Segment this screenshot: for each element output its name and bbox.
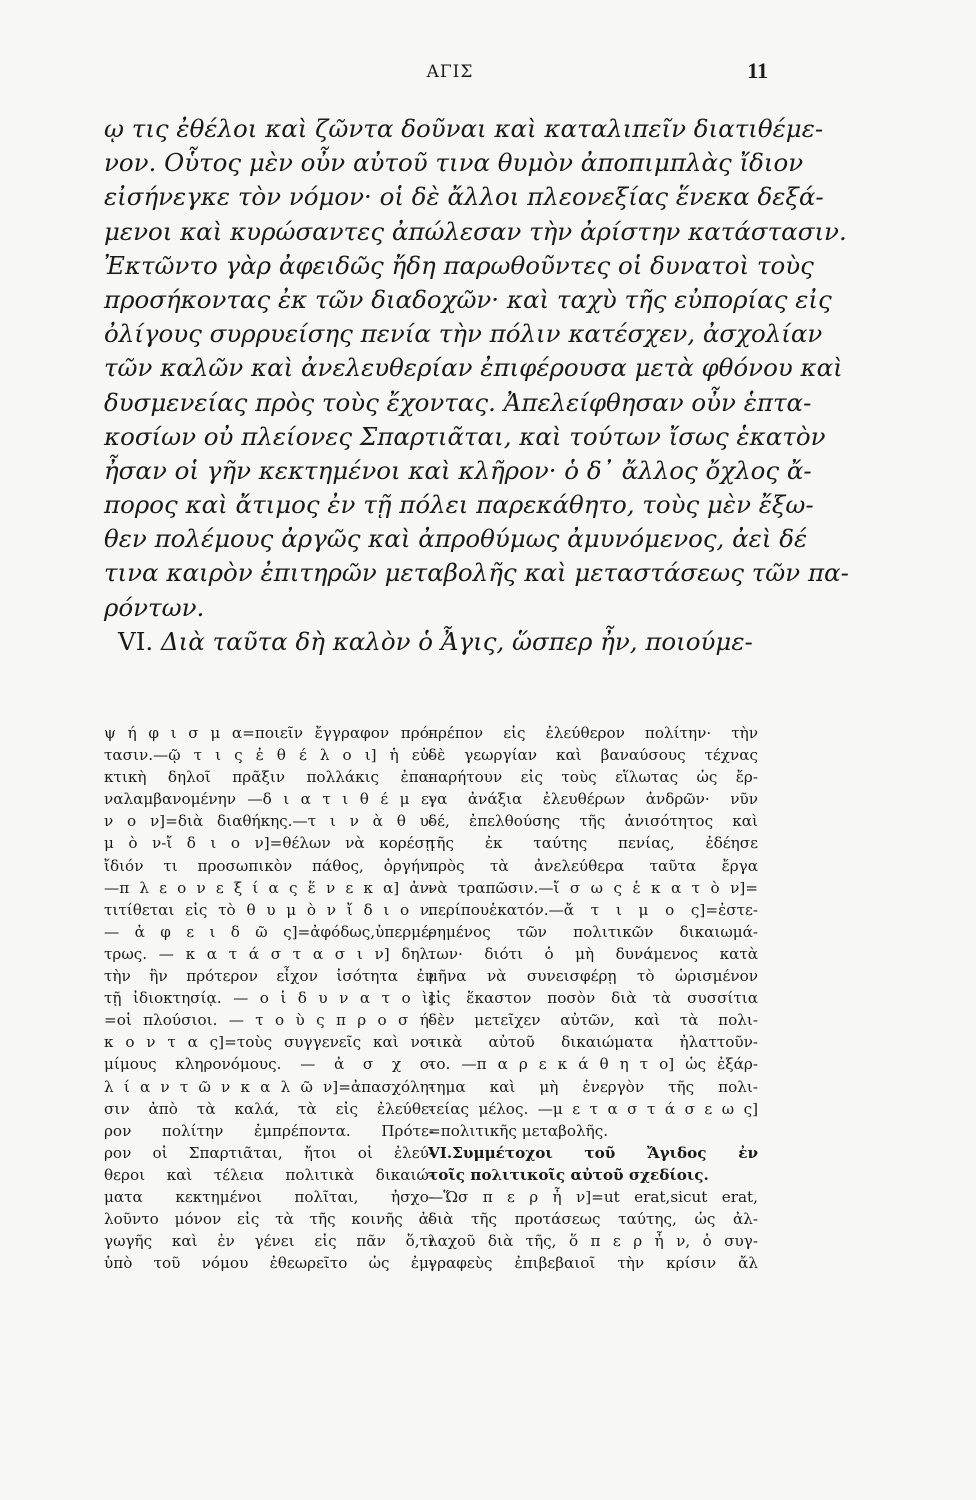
note-line: πρὸς τὰ ἀνελεύθερα ταῦτα ἔργα	[428, 856, 758, 875]
notes-right-column	[428, 722, 758, 1274]
note-line: ρον πολίτην ἐμπρέποντα. Πρότε-	[104, 1121, 434, 1140]
note-line: παρήτουν εἰς τοὺς εἵλωτας ὡς ἔρ-	[428, 768, 758, 787]
page-number: 11	[747, 58, 768, 83]
main-text-line: τῶν καλῶν καὶ ἀνελευθερίαν ἐπιφέρουσα μετὰ φθόνου καὶ	[104, 353, 843, 383]
note-line: τῇ ἰδιοκτησίᾳ. — ο ἱ δ υ ν α τ ο ὶ]	[104, 989, 434, 1008]
note-line: ρον οἱ Σπαρτιᾶται, ἤτοι οἱ ἐλεύ-	[104, 1143, 434, 1162]
note-line: διὰ τῆς προτάσεως ταύτης, ὡς ἀλ-	[428, 1210, 758, 1229]
main-text-line: θεν πολέμους ἀργῶς καὶ ἀπροθύμως ἀμυνόμενος, ἀεὶ δέ	[104, 524, 808, 554]
note-line: ὑπὸ τοῦ νόμου ἐθεωρεῖτο ὡς ἐμ-	[104, 1254, 434, 1273]
note-line: ἴδιόν τι προσωπικὸν πάθος, ὀργήν.	[104, 856, 434, 875]
note-line: τῆς ἐκ ταύτης πενίας, ἐδέησε	[428, 834, 758, 853]
note-line: γραφεὺς ἐπιβεβαιοῖ τὴν κρίσιν ἄλ	[428, 1254, 758, 1273]
running-title: ΑΓΙΣ	[426, 62, 474, 82]
section-number: VI.	[118, 626, 154, 656]
note-line: ναλαμβανομένην —δ ι α τ ι θ έ μ ε-	[104, 790, 434, 809]
main-text-line: Ἐκτῶντο γὰρ ἀφειδῶς ἤδη παρωθοῦντες οἱ δυνατοὶ τοὺς	[104, 250, 814, 280]
note-line: τρως. — κ α τ ά σ τ α σ ι ν] δηλ.	[104, 944, 434, 963]
note-line: λαχοῦ διὰ τῆς, ὅ π ε ρ ἦ ν, ὁ συγ-	[428, 1232, 758, 1251]
note-line: τασιν.—ῷ τ ι ς ἐ θ έ λ ο ι] ἡ εὐ-	[104, 746, 434, 765]
note-line: γα ἀνάξια ἐλευθέρων ἀνδρῶν· νῦν	[428, 790, 758, 809]
main-text-line: ῳ τις ἐθέλοι καὶ ζῶντα δοῦναι καὶ καταλιπεῖν διατιθέμε-	[104, 114, 824, 143]
note-line: νὰ τραπῶσιν.—ἴ σ ω ς ἑ κ α τ ὸ ν]=	[428, 878, 758, 897]
note-line: ν ο ν]=διὰ διαθήκης.—τ ι ν ὰ θ υ-	[104, 812, 434, 831]
main-text-line: ὀλίγους συρρυείσης πενία τὴν πόλιν κατέσχεν, ἀσχολίαν	[104, 319, 823, 349]
note-line: μ ὸ ν-ἴ δ ι ο ν]=θέλων νὰ κορέσῃ	[104, 834, 434, 853]
main-text-line: μενοι καὶ κυρώσαντες ἀπώλεσαν τὴν ἀρίστην κατάστασιν.	[104, 216, 847, 246]
note-line: των· διότι ὁ μὴ δυνάμενος κατὰ	[428, 944, 758, 963]
note-line: — ἀ φ ε ι δ ῶ ς]=ἀφόδως,ὑπερμέ-	[104, 922, 434, 941]
section-line	[104, 625, 764, 659]
note-line: θεροι καὶ τέλεια πολιτικὰ δικαιώ-	[104, 1165, 434, 1184]
main-text-line: εἰσήνεγκε τὸν νόμον· οἱ δὲ ἄλλοι πλεονεξίας ἕνεκα δεξά-	[104, 182, 824, 212]
note-line: ματα κεκτημένοι πολῖται, ἠσχο-	[104, 1187, 434, 1206]
note-line: πρέπον εἰς ἐλεύθερον πολίτην· τὴν	[428, 724, 758, 742]
note-line: κ ο ν τ α ς]=τοὺς συγγενεῖς καὶ νο-	[104, 1033, 434, 1052]
section-text: Διὰ ταῦτα δὴ καλὸν ὁ Ἆγις, ὥσπερ ἦν, ποιούμε-	[160, 626, 753, 656]
note-line: μῆνα νὰ συνεισφέρῃ τὸ ὡρισμένον	[428, 967, 758, 986]
note-line: —Ὥσ π ε ρ ἦ ν]=ut erat,sicut erat,	[428, 1187, 758, 1206]
main-text-line: τινα καιρὸν ἐπιτηρῶν μεταβολῆς καὶ μεταστάσεως τῶν πα-	[104, 558, 849, 588]
main-text-line: κοσίων οὐ πλείονες Σπαρτιᾶται, καὶ τούτων ἴσως ἑκατὸν	[104, 421, 826, 451]
note-line: εἰς ἕκαστον ποσὸν διὰ τὰ συσσίτια	[428, 989, 758, 1008]
note-line: λοῦντο μόνον εἰς τὰ τῆς κοινῆς ἀ-	[104, 1210, 434, 1229]
note-line: =πολιτικῆς μεταβολῆς.	[428, 1121, 609, 1140]
notes-left-column	[104, 722, 434, 1274]
note-line: =οἱ πλούσιοι. — τ ο ὺ ς π ρ ο σ ή-	[104, 1011, 434, 1030]
note-line: τὴν ἣν πρότερον εἶχον ἰσότητα ἐν	[104, 967, 434, 986]
main-text-line: προσήκοντας ἐκ τῶν διαδοχῶν· καὶ ταχὺ τῆς εὐπορίας εἰς	[104, 284, 832, 314]
note-line: τείας μέλος. —μ ε τ α σ τ ά σ ε ω ς]	[428, 1099, 758, 1118]
note-section-heading: VI.Συμμέτοχοι τοῦ Ἄγιδος ἐν	[428, 1143, 758, 1162]
note-line: γωγῆς καὶ ἐν γένει εἰς πᾶν ὅ,τι	[104, 1232, 434, 1251]
note-line: περίπουἑκατόν.—ἄ τ ι μ ο ς]=ἐστε-	[428, 900, 758, 919]
main-text-line: δυσμενείας πρὸς τοὺς ἔχοντας. Ἀπελείφθησαν οὖν ἑπτα-	[104, 387, 812, 417]
note-line: μίμους κληρονόμους. — ἀ σ χ ο-	[104, 1055, 434, 1074]
main-text-line: νον. Οὗτος μὲν οὖν αὐτοῦ τινα θυμὸν ἀποπιμπλὰς ἴδιον	[104, 148, 804, 178]
note-line: δὲν μετεῖχεν αὐτῶν, καὶ τὰ πολι-	[428, 1011, 758, 1030]
note-line: τιτίθεται εἰς τὸ θ υ μ ὸ ν ἴ δ ι ο ν.	[104, 900, 434, 919]
note-line: ρημένος τῶν πολιτικῶν δικαιωμά-	[428, 922, 758, 941]
main-text-line: πορος καὶ ἄτιμος ἐν τῇ πόλει παρεκάθητο, τοὺς μὲν ἔξω-	[104, 490, 814, 520]
note-line: το. —π α ρ ε κ ά θ η τ ο] ὡς ἐξάρ-	[428, 1055, 758, 1074]
note-line: κτικὴ δηλοῖ πρᾶξιν πολλάκις ἐπα-	[104, 768, 434, 787]
note-line: ψ ή φ ι σ μ α=ποιεῖν ἔγγραφον πρό-	[104, 724, 434, 742]
main-text-line: ρόντων.	[104, 592, 205, 622]
main-text	[104, 112, 849, 659]
note-line: σιν ἀπὸ τὰ καλά, τὰ εἰς ἐλεύθε-	[104, 1099, 434, 1118]
note-line: δέ, ἐπελθούσης τῆς ἀνισότητος καὶ	[428, 812, 758, 831]
main-text-line: ἦσαν οἱ γῆν κεκτημένοι καὶ κλῆρον· ὁ δ᾽ ἄλλος ὄχλος ἄ-	[104, 455, 812, 485]
note-line: τημα καὶ μὴ ἐνεργὸν τῆς πολι-	[428, 1077, 758, 1096]
note-line: δὲ γεωργίαν καὶ βαναύσους τέχνας	[428, 746, 758, 765]
note-line: λ ί α ν τ ῶ ν κ α λ ῶ ν]=ἀπασχόλη-	[104, 1077, 434, 1096]
note-line: τικὰ αὐτοῦ δικαιώματα ἠλαττοῦν-	[428, 1033, 758, 1052]
note-section-heading: τοῖς πολιτικοῖς αὐτοῦ σχεδίοις.	[428, 1165, 709, 1184]
note-line: —π λ ε ο ν ε ξ ί α ς ἕ ν ε κ α] ἀν-	[104, 878, 434, 897]
